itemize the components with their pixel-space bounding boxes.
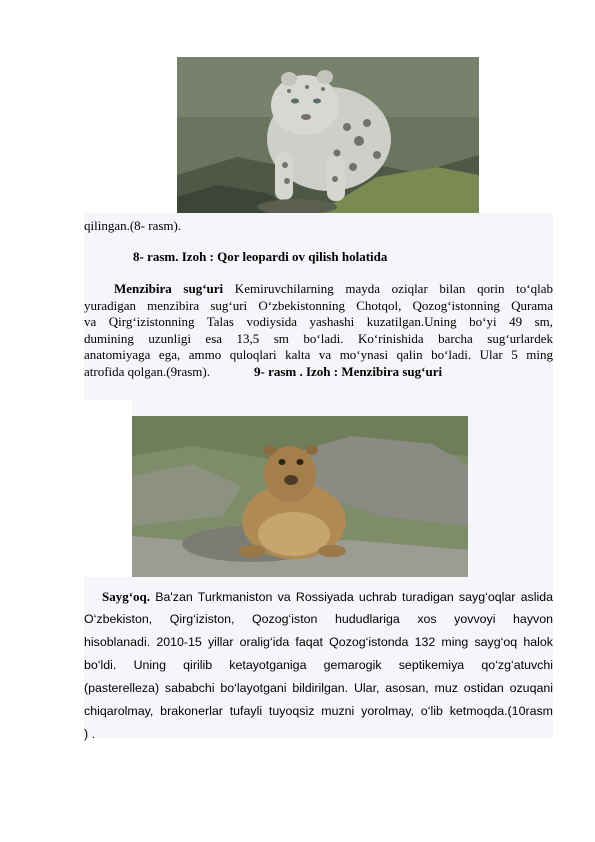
paragraph-2-line-6b: chiqarolmay, brakonerlar tufayli tuyoqsiz muzni yorolmay, o‘lib ketmoqda.(10rasm bbox=[84, 704, 553, 718]
paragraph-1-text: Kemiruvchilarning mayda oziqlar bilan qorin to‘qlab bbox=[223, 281, 553, 296]
paragraph-1-line-6 bbox=[84, 364, 553, 381]
paragraph-1-line-3: va Qirg‘izistonning Talas vodiysida yashashi kuzatilgan.Uning bo‘yi 49 sm, bbox=[84, 314, 553, 329]
paragraph-2-first: Ba'zan Turkmaniston va Rossiyada uchrab turadigan sayg‘oqlar aslida bbox=[150, 590, 553, 604]
snow-leopard-photo bbox=[177, 57, 479, 213]
paragraph-2-line-2: O‘zbekiston, Qirg‘iziston, Qozog‘iston hududlariga xos yovvoyi hayvon bbox=[84, 612, 553, 626]
marmot-photo bbox=[132, 416, 468, 577]
paragraph-1-lead: Menzibira sug‘uri bbox=[114, 281, 224, 296]
figure-caption-8: 8- rasm. Izoh : Qor leopardi ov qilish holatida bbox=[133, 249, 388, 264]
paragraph-2-last: ) . bbox=[84, 727, 96, 741]
figure-caption-9: 9- rasm . Izoh : Menzibira sug‘uri bbox=[253, 363, 443, 379]
paragraph-1-line-2: yuradigan menzibira sug‘uri O‘zbekistonning Chotqol, Qozog‘istonning Qurama bbox=[84, 297, 553, 313]
paragraph-2-lead: Sayg‘oq. bbox=[102, 589, 151, 604]
paragraph-1-line-5: anatomiyaga ega, ammo quloqlari kalta va mo‘ynasi qalin bo‘ladi. Ular 5 ming bbox=[84, 347, 553, 362]
paragraph-1-line-4: dumining uzunligi esa 13,5 sm bo‘ladi. Ko‘rinishida barcha sug‘urlardek bbox=[84, 330, 553, 346]
intro-line: qilingan.(8- rasm). bbox=[84, 218, 182, 233]
paragraph-1-line-1 bbox=[84, 281, 553, 298]
paragraph-1-last: atrofida qolgan.(9rasm). bbox=[84, 363, 210, 379]
paragraph-2-line-3: hisoblanadi. 2010-15 yillar oralig‘ida faqat Qozog‘istonda 132 ming sayg‘oq halok bbox=[84, 635, 553, 649]
paragraph-2-line-4: bo‘ldi. Uning qirilib ketayotganiga gemarogik septikemiya qo‘zg‘atuvchi bbox=[84, 658, 553, 672]
paragraph-2-line-1 bbox=[84, 586, 553, 608]
paragraph-2-line-5: (pasterelleza) sababchi bo‘layotgani bildirilgan. Ular, asosan, muz ostidan ozuqani bbox=[84, 681, 553, 695]
